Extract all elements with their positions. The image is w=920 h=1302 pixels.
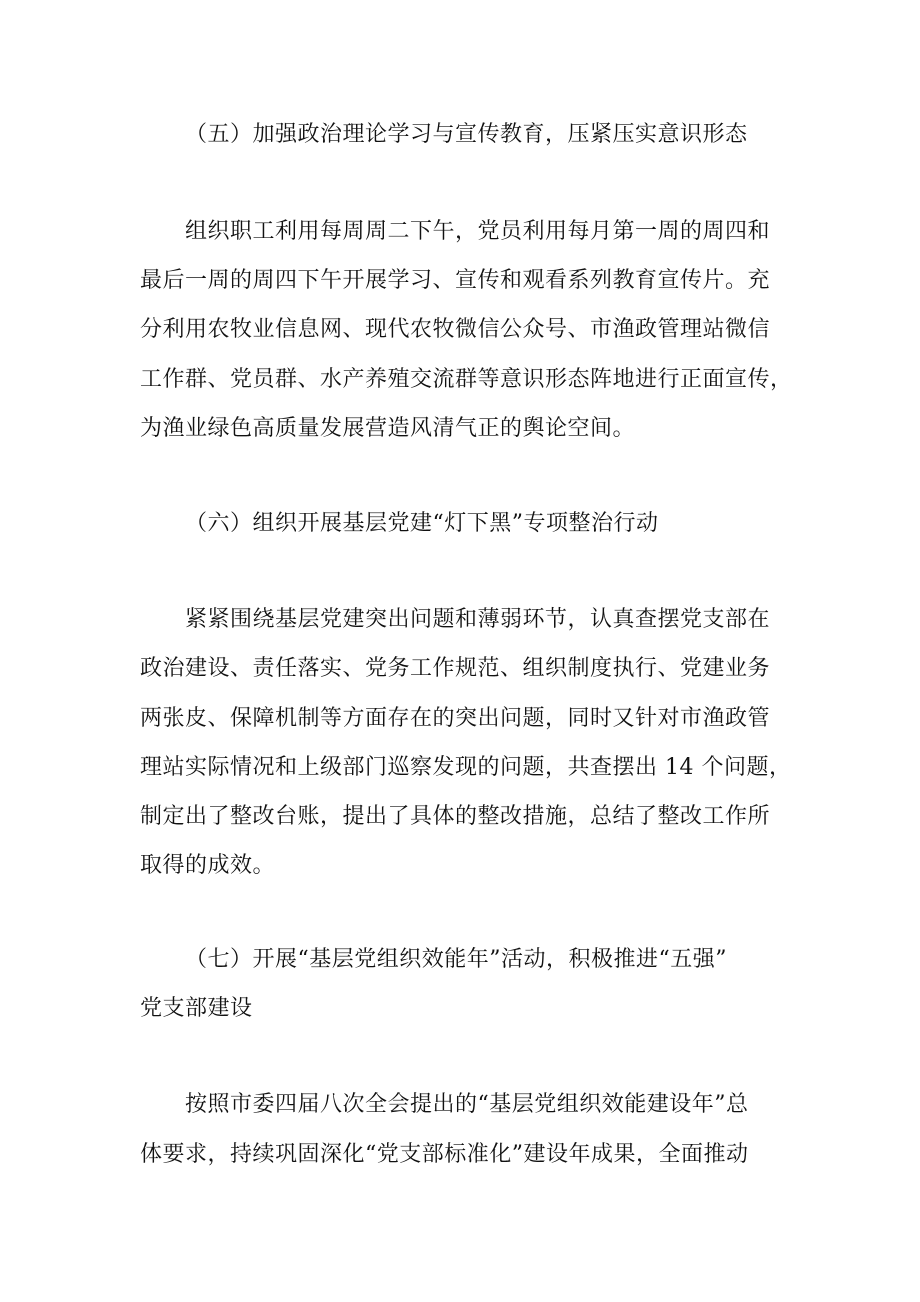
section-7-heading-continued: 党支部建设 — [140, 996, 253, 1021]
paragraph-line: 紧紧围绕基层党建突出问题和薄弱环节，认真查摆党支部在 — [185, 607, 771, 632]
paragraph-line: 取得的成效。 — [140, 853, 276, 878]
section-7-heading: （七）开展“基层党组织效能年”活动，积极推进“五强” — [185, 947, 727, 972]
paragraph-line: 最后一周的周四下午开展学习、宣传和观看系列教育宣传片。充 — [140, 268, 771, 293]
paragraph-line: 分利用农牧业信息网、现代农牧微信公众号、市渔政管理站微信 — [140, 317, 771, 342]
paragraph-line: 体要求，持续巩固深化“党支部标准化”建设年成果，全面推动 — [140, 1142, 749, 1167]
paragraph-line: 理站实际情况和上级部门巡察发现的问题，共查摆出 14 个问题， — [140, 755, 792, 780]
paragraph-line: 工作群、党员群、水产养殖交流群等意识形态阵地进行正面宣传， — [140, 367, 793, 392]
section-5-heading: （五）加强政治理论学习与宣传教育，压紧压实意识形态 — [185, 122, 748, 147]
paragraph-line: 制定出了整改台账，提出了具体的整改措施，总结了整改工作所 — [140, 804, 771, 829]
paragraph-line: 按照市委四届八次全会提出的“基层党组织效能建设年”总 — [185, 1092, 749, 1117]
paragraph-line: 组织职工利用每周周二下午，党员利用每月第一周的周四和 — [185, 219, 771, 244]
section-6-heading: （六）组织开展基层党建“灯下黑”专项整治行动 — [185, 511, 659, 536]
paragraph-line: 为渔业绿色高质量发展营造风清气正的舆论空间。 — [140, 416, 636, 441]
paragraph-line: 两张皮、保障机制等方面存在的突出问题，同时又针对市渔政管 — [140, 706, 771, 731]
paragraph-line: 政治建设、责任落实、党务工作规范、组织制度执行、党建业务 — [140, 656, 771, 681]
